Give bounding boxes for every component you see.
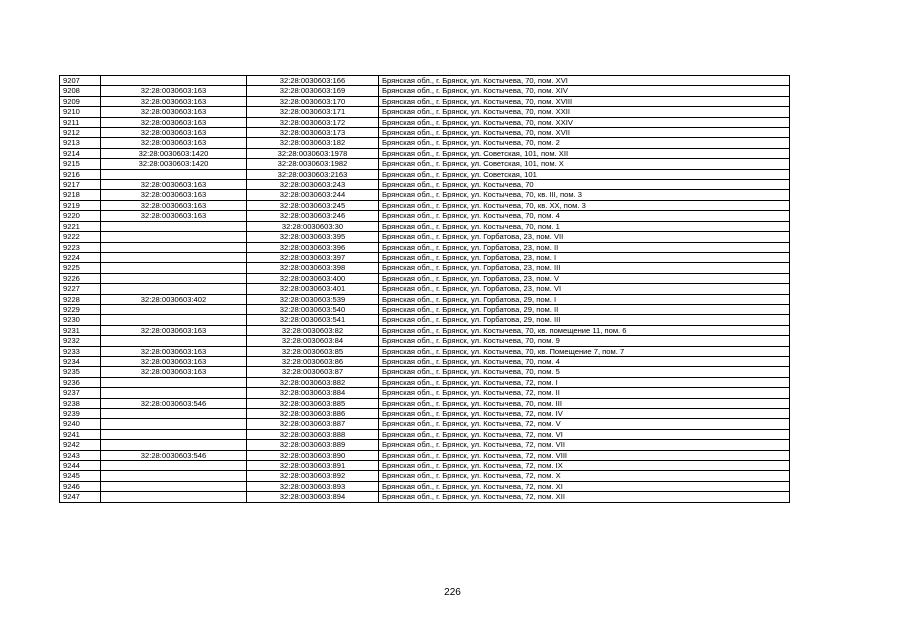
parent-cadastral-number-cell: 32:28:0030603:163	[101, 190, 247, 200]
cadastral-number-cell: 32:28:0030603:397	[247, 252, 379, 262]
cadastral-number-cell: 32:28:0030603:894	[247, 492, 379, 502]
cadastral-number-cell: 32:28:0030603:244	[247, 190, 379, 200]
property-table	[59, 75, 790, 503]
parent-cadastral-number-cell	[101, 419, 247, 429]
table-row	[60, 252, 790, 262]
cadastral-number-cell: 32:28:0030603:86	[247, 356, 379, 366]
row-number-cell: 9221	[60, 221, 101, 231]
table-row	[60, 481, 790, 491]
parent-cadastral-number-cell	[101, 336, 247, 346]
table-row	[60, 367, 790, 377]
table-row	[60, 169, 790, 179]
table-row	[60, 148, 790, 158]
cadastral-number-cell: 32:28:0030603:172	[247, 117, 379, 127]
address-cell: Брянская обл., г. Брянск, ул. Костычева, 70, кв. XX, пом. 3	[379, 200, 790, 210]
address-cell: Брянская обл., г. Брянск, ул. Костычева, 72, пом. VIII	[379, 450, 790, 460]
parent-cadastral-number-cell	[101, 429, 247, 439]
row-number-cell: 9214	[60, 148, 101, 158]
address-cell: Брянская обл., г. Брянск, ул. Костычева, 72, пом. II	[379, 388, 790, 398]
table-row	[60, 419, 790, 429]
table-row	[60, 409, 790, 419]
row-number-cell: 9208	[60, 86, 101, 96]
cadastral-number-cell: 32:28:0030603:85	[247, 346, 379, 356]
cadastral-number-cell: 32:28:0030603:245	[247, 200, 379, 210]
parent-cadastral-number-cell: 32:28:0030603:1420	[101, 159, 247, 169]
cadastral-number-cell: 32:28:0030603:2163	[247, 169, 379, 179]
address-cell: Брянская обл., г. Брянск, ул. Горбатова, 23, пом. VI	[379, 284, 790, 294]
table-row	[60, 242, 790, 252]
address-cell: Брянская обл., г. Брянск, ул. Советская, 101, пом. X	[379, 159, 790, 169]
row-number-cell: 9209	[60, 96, 101, 106]
parent-cadastral-number-cell	[101, 481, 247, 491]
cadastral-number-cell: 32:28:0030603:539	[247, 294, 379, 304]
address-cell: Брянская обл., г. Брянск, ул. Костычева, 70, пом. 1	[379, 221, 790, 231]
cadastral-number-cell: 32:28:0030603:540	[247, 304, 379, 314]
parent-cadastral-number-cell: 32:28:0030603:163	[101, 180, 247, 190]
address-cell: Брянская обл., г. Брянск, ул. Горбатова, 23, пом. II	[379, 242, 790, 252]
table-row	[60, 76, 790, 86]
cadastral-number-cell: 32:28:0030603:893	[247, 481, 379, 491]
row-number-cell: 9220	[60, 211, 101, 221]
row-number-cell: 9207	[60, 76, 101, 86]
parent-cadastral-number-cell	[101, 263, 247, 273]
parent-cadastral-number-cell	[101, 492, 247, 502]
table-row	[60, 190, 790, 200]
table-row	[60, 304, 790, 314]
parent-cadastral-number-cell: 32:28:0030603:163	[101, 96, 247, 106]
address-cell: Брянская обл., г. Брянск, ул. Горбатова, 23, пом. V	[379, 273, 790, 283]
parent-cadastral-number-cell	[101, 273, 247, 283]
address-cell: Брянская обл., г. Брянск, ул. Костычева, 72, пом. IV	[379, 409, 790, 419]
row-number-cell: 9239	[60, 409, 101, 419]
row-number-cell: 9246	[60, 481, 101, 491]
cadastral-number-cell: 32:28:0030603:541	[247, 315, 379, 325]
table-row	[60, 315, 790, 325]
address-cell: Брянская обл., г. Брянск, ул. Костычева, 70, пом. 5	[379, 367, 790, 377]
parent-cadastral-number-cell	[101, 169, 247, 179]
row-number-cell: 9240	[60, 419, 101, 429]
parent-cadastral-number-cell: 32:28:0030603:163	[101, 107, 247, 117]
address-cell: Брянская обл., г. Брянск, ул. Советская, 101	[379, 169, 790, 179]
parent-cadastral-number-cell	[101, 377, 247, 387]
address-cell: Брянская обл., г. Брянск, ул. Костычева, 70, пом. XXIV	[379, 117, 790, 127]
cadastral-number-cell: 32:28:0030603:892	[247, 471, 379, 481]
row-number-cell: 9210	[60, 107, 101, 117]
table-row	[60, 471, 790, 481]
cadastral-number-cell: 32:28:0030603:889	[247, 440, 379, 450]
address-cell: Брянская обл., г. Брянск, ул. Горбатова, 23, пом. I	[379, 252, 790, 262]
table-row	[60, 356, 790, 366]
cadastral-number-cell: 32:28:0030603:82	[247, 325, 379, 335]
row-number-cell: 9229	[60, 304, 101, 314]
table-row	[60, 180, 790, 190]
parent-cadastral-number-cell: 32:28:0030603:163	[101, 86, 247, 96]
row-number-cell: 9237	[60, 388, 101, 398]
row-number-cell: 9228	[60, 294, 101, 304]
address-cell: Брянская обл., г. Брянск, ул. Костычева, 70, кв. III, пом. 3	[379, 190, 790, 200]
row-number-cell: 9247	[60, 492, 101, 502]
address-cell: Брянская обл., г. Брянск, ул. Костычева, 70, пом. XXII	[379, 107, 790, 117]
cadastral-number-cell: 32:28:0030603:884	[247, 388, 379, 398]
address-cell: Брянская обл., г. Брянск, ул. Костычева, 72, пом. I	[379, 377, 790, 387]
row-number-cell: 9218	[60, 190, 101, 200]
row-number-cell: 9236	[60, 377, 101, 387]
parent-cadastral-number-cell: 32:28:0030603:163	[101, 117, 247, 127]
row-number-cell: 9234	[60, 356, 101, 366]
row-number-cell: 9215	[60, 159, 101, 169]
parent-cadastral-number-cell	[101, 304, 247, 314]
table-row	[60, 398, 790, 408]
row-number-cell: 9223	[60, 242, 101, 252]
row-number-cell: 9245	[60, 471, 101, 481]
parent-cadastral-number-cell	[101, 388, 247, 398]
table-row	[60, 388, 790, 398]
table-row	[60, 96, 790, 106]
row-number-cell: 9225	[60, 263, 101, 273]
address-cell: Брянская обл., г. Брянск, ул. Костычева, 70, пом. XVIII	[379, 96, 790, 106]
cadastral-number-cell: 32:28:0030603:182	[247, 138, 379, 148]
page-number: 226	[444, 587, 461, 598]
parent-cadastral-number-cell	[101, 440, 247, 450]
cadastral-number-cell: 32:28:0030603:1978	[247, 148, 379, 158]
cadastral-number-cell: 32:28:0030603:401	[247, 284, 379, 294]
parent-cadastral-number-cell: 32:28:0030603:546	[101, 398, 247, 408]
parent-cadastral-number-cell: 32:28:0030603:163	[101, 200, 247, 210]
address-cell: Брянская обл., г. Брянск, ул. Горбатова, 29, пом. II	[379, 304, 790, 314]
parent-cadastral-number-cell	[101, 315, 247, 325]
cadastral-number-cell: 32:28:0030603:885	[247, 398, 379, 408]
cadastral-number-cell: 32:28:0030603:173	[247, 128, 379, 138]
cadastral-number-cell: 32:28:0030603:243	[247, 180, 379, 190]
parent-cadastral-number-cell	[101, 471, 247, 481]
parent-cadastral-number-cell	[101, 252, 247, 262]
row-number-cell: 9212	[60, 128, 101, 138]
address-cell: Брянская обл., г. Брянск, ул. Костычева, 70	[379, 180, 790, 190]
parent-cadastral-number-cell: 32:28:0030603:546	[101, 450, 247, 460]
row-number-cell: 9213	[60, 138, 101, 148]
address-cell: Брянская обл., г. Брянск, ул. Костычева, 70, пом. XVI	[379, 76, 790, 86]
table-row	[60, 284, 790, 294]
table-row	[60, 450, 790, 460]
cadastral-number-cell: 32:28:0030603:400	[247, 273, 379, 283]
parent-cadastral-number-cell	[101, 461, 247, 471]
address-cell: Брянская обл., г. Брянск, ул. Костычева, 70, пом. 4	[379, 211, 790, 221]
address-cell: Брянская обл., г. Брянск, ул. Советская, 101, пом. XII	[379, 148, 790, 158]
table-row	[60, 377, 790, 387]
parent-cadastral-number-cell: 32:28:0030603:1420	[101, 148, 247, 158]
table-body	[60, 76, 790, 503]
cadastral-number-cell: 32:28:0030603:886	[247, 409, 379, 419]
address-cell: Брянская обл., г. Брянск, ул. Костычева, 70, пом. XIV	[379, 86, 790, 96]
table-row	[60, 221, 790, 231]
cadastral-number-cell: 32:28:0030603:882	[247, 377, 379, 387]
parent-cadastral-number-cell: 32:28:0030603:163	[101, 367, 247, 377]
address-cell: Брянская обл., г. Брянск, ул. Горбатова, 23, пом. III	[379, 263, 790, 273]
table-row	[60, 429, 790, 439]
address-cell: Брянская обл., г. Брянск, ул. Костычева, 70, кв. Помещение 7, пом. 7	[379, 346, 790, 356]
cadastral-number-cell: 32:28:0030603:891	[247, 461, 379, 471]
parent-cadastral-number-cell: 32:28:0030603:163	[101, 211, 247, 221]
row-number-cell: 9238	[60, 398, 101, 408]
table-row	[60, 492, 790, 502]
cadastral-number-cell: 32:28:0030603:84	[247, 336, 379, 346]
parent-cadastral-number-cell: 32:28:0030603:163	[101, 346, 247, 356]
row-number-cell: 9244	[60, 461, 101, 471]
address-cell: Брянская обл., г. Брянск, ул. Костычева, 72, пом. X	[379, 471, 790, 481]
row-number-cell: 9224	[60, 252, 101, 262]
address-cell: Брянская обл., г. Брянск, ул. Костычева, 70, пом. 9	[379, 336, 790, 346]
address-cell: Брянская обл., г. Брянск, ул. Костычева, 70, пом. III	[379, 398, 790, 408]
row-number-cell: 9217	[60, 180, 101, 190]
cadastral-number-cell: 32:28:0030603:166	[247, 76, 379, 86]
table-row	[60, 336, 790, 346]
parent-cadastral-number-cell	[101, 232, 247, 242]
row-number-cell: 9243	[60, 450, 101, 460]
table-row	[60, 159, 790, 169]
row-number-cell: 9235	[60, 367, 101, 377]
table-row	[60, 273, 790, 283]
address-cell: Брянская обл., г. Брянск, ул. Костычева, 70, пом. 2	[379, 138, 790, 148]
row-number-cell: 9231	[60, 325, 101, 335]
table-row	[60, 107, 790, 117]
row-number-cell: 9216	[60, 169, 101, 179]
table-row	[60, 294, 790, 304]
row-number-cell: 9227	[60, 284, 101, 294]
parent-cadastral-number-cell: 32:28:0030603:163	[101, 356, 247, 366]
cadastral-number-cell: 32:28:0030603:887	[247, 419, 379, 429]
cadastral-number-cell: 32:28:0030603:30	[247, 221, 379, 231]
cadastral-number-cell: 32:28:0030603:395	[247, 232, 379, 242]
address-cell: Брянская обл., г. Брянск, ул. Костычева, 72, пом. V	[379, 419, 790, 429]
cadastral-number-cell: 32:28:0030603:246	[247, 211, 379, 221]
row-number-cell: 9222	[60, 232, 101, 242]
cadastral-number-cell: 32:28:0030603:1982	[247, 159, 379, 169]
table-row	[60, 211, 790, 221]
table-row	[60, 263, 790, 273]
address-cell: Брянская обл., г. Брянск, ул. Костычева, 72, пом. VII	[379, 440, 790, 450]
row-number-cell: 9211	[60, 117, 101, 127]
cadastral-number-cell: 32:28:0030603:171	[247, 107, 379, 117]
parent-cadastral-number-cell: 32:28:0030603:163	[101, 128, 247, 138]
address-cell: Брянская обл., г. Брянск, ул. Горбатова, 23, пом. VII	[379, 232, 790, 242]
cadastral-number-cell: 32:28:0030603:169	[247, 86, 379, 96]
row-number-cell: 9242	[60, 440, 101, 450]
address-cell: Брянская обл., г. Брянск, ул. Костычева, 72, пом. XI	[379, 481, 790, 491]
row-number-cell: 9232	[60, 336, 101, 346]
address-cell: Брянская обл., г. Брянск, ул. Костычева, 70, кв. помещение 11, пом. 6	[379, 325, 790, 335]
row-number-cell: 9226	[60, 273, 101, 283]
address-cell: Брянская обл., г. Брянск, ул. Костычева, 72, пом. VI	[379, 429, 790, 439]
table-row	[60, 461, 790, 471]
row-number-cell: 9233	[60, 346, 101, 356]
row-number-cell: 9230	[60, 315, 101, 325]
table-row	[60, 117, 790, 127]
table-row	[60, 138, 790, 148]
cadastral-number-cell: 32:28:0030603:87	[247, 367, 379, 377]
parent-cadastral-number-cell: 32:28:0030603:402	[101, 294, 247, 304]
table-row	[60, 128, 790, 138]
table-row	[60, 325, 790, 335]
cadastral-number-cell: 32:28:0030603:170	[247, 96, 379, 106]
parent-cadastral-number-cell	[101, 242, 247, 252]
cadastral-number-cell: 32:28:0030603:890	[247, 450, 379, 460]
address-cell: Брянская обл., г. Брянск, ул. Костычева, 72, пом. IX	[379, 461, 790, 471]
row-number-cell: 9241	[60, 429, 101, 439]
parent-cadastral-number-cell	[101, 409, 247, 419]
cadastral-number-cell: 32:28:0030603:398	[247, 263, 379, 273]
table-row	[60, 86, 790, 96]
table-row	[60, 346, 790, 356]
parent-cadastral-number-cell	[101, 221, 247, 231]
address-cell: Брянская обл., г. Брянск, ул. Горбатова, 29, пом. III	[379, 315, 790, 325]
table-row	[60, 232, 790, 242]
address-cell: Брянская обл., г. Брянск, ул. Костычева, 72, пом. XII	[379, 492, 790, 502]
row-number-cell: 9219	[60, 200, 101, 210]
parent-cadastral-number-cell	[101, 284, 247, 294]
address-cell: Брянская обл., г. Брянск, ул. Костычева, 70, пом. 4	[379, 356, 790, 366]
table-row	[60, 440, 790, 450]
parent-cadastral-number-cell	[101, 76, 247, 86]
table-row	[60, 200, 790, 210]
cadastral-number-cell: 32:28:0030603:396	[247, 242, 379, 252]
address-cell: Брянская обл., г. Брянск, ул. Горбатова, 29, пом. I	[379, 294, 790, 304]
parent-cadastral-number-cell: 32:28:0030603:163	[101, 138, 247, 148]
address-cell: Брянская обл., г. Брянск, ул. Костычева, 70, пом. XVII	[379, 128, 790, 138]
parent-cadastral-number-cell: 32:28:0030603:163	[101, 325, 247, 335]
cadastral-number-cell: 32:28:0030603:888	[247, 429, 379, 439]
